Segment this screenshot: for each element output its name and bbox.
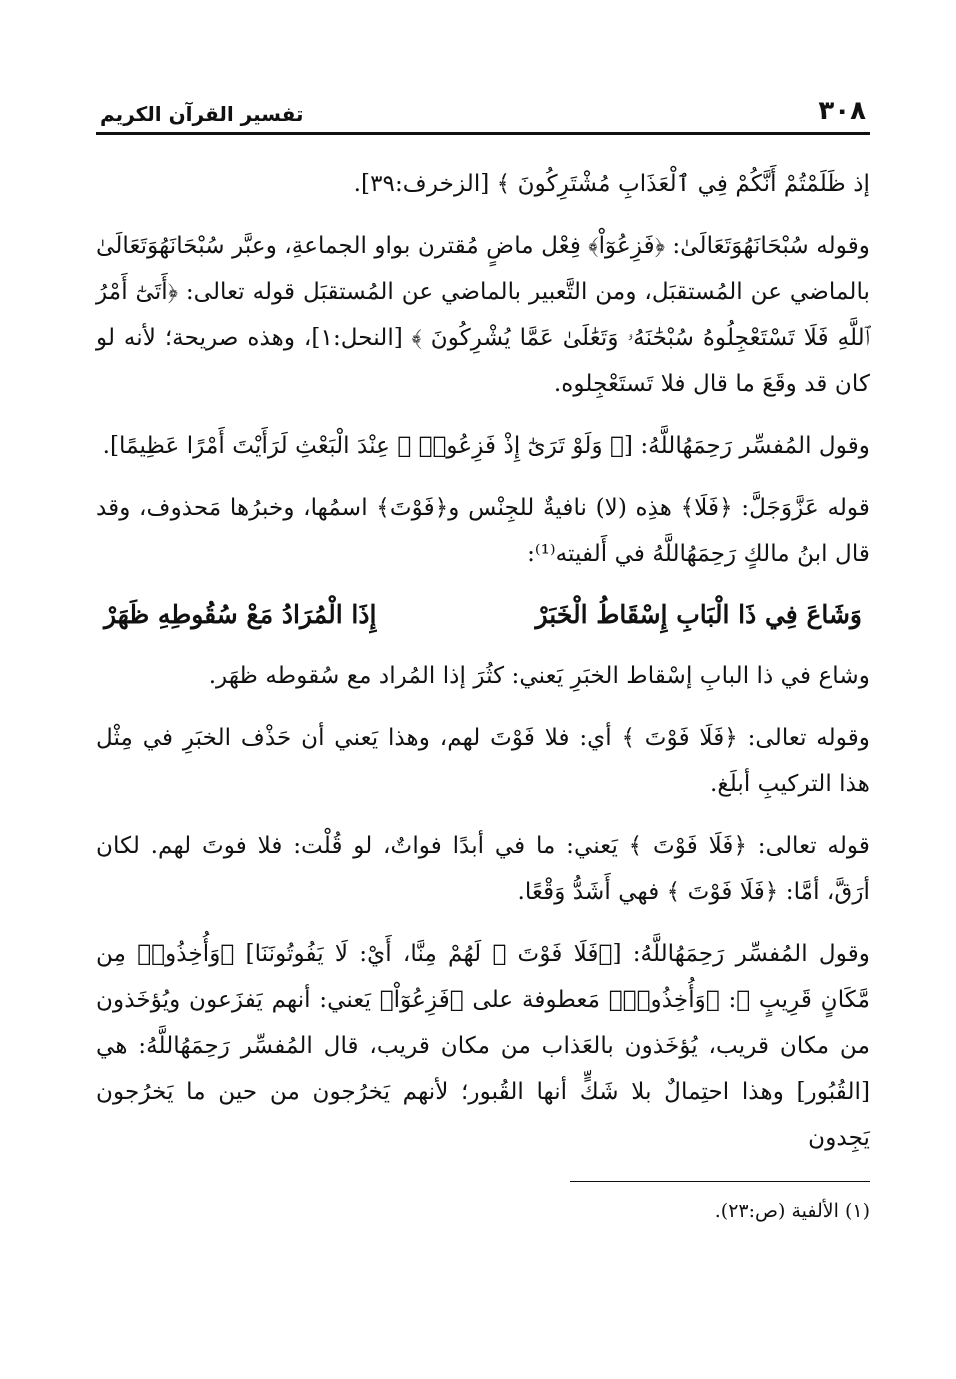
paragraph: وشاع في ذا البابِ إسْقاط الخبَرِ يَعني: كثُرَ إذا المُراد مع سُقوطه ظهَر.	[208, 662, 870, 689]
poetry-verse	[96, 593, 870, 637]
verse-first-hemistich: وَشَاعَ فِي ذَا الْبَابِ إِسْقَاطُ الْخَبَرْ	[535, 600, 862, 629]
page-body	[96, 161, 870, 1226]
page	[96, 88, 870, 1226]
footnote-separator	[570, 1181, 870, 1182]
book-title: تفسير القرآن الكريم	[100, 102, 304, 126]
verse-second-hemistich: إِذَا الْمُرَادُ مَعْ سُقُوطِهِ ظَهَرْ	[104, 600, 377, 629]
footnote: (١) الألفية (ص:٢٣).	[714, 1200, 870, 1222]
paragraph: وقول المُفسِّر رَحِمَهُاللَّهُ: [﴿فَلَا فَوْتَ ﴾ لَهُمْ مِنَّا، أَيْ: لَا يَفُوتُونَنَا] ﴿وَأُخِذُوا۟ مِن مَّكَانٍ قَرِيبٍ ﴾: ﴿وَأُخِذُوا۟﴾ مَعطوفة على ﴿فَزِعُوٓاْ﴾ يَعني: أنهم يَفزَعون ويُؤخَذون من مكان قريب، يُؤخَذون بالعَذاب من مكان قريب، قال المُفسِّر رَحِمَهُاللَّهُ: هي [القُبُور] وهذا احتِمالٌ بلا شَكٍّ أنها القُبور؛ لأنهم يَخرُجون من حين ما يَخرُجون يَجِدون	[96, 940, 870, 1151]
paragraph: إذ ظَلَمْتُمْ أَنَّكُمْ فِي ٱلْعَذَابِ مُشْتَرِكُونَ ﴾ [الزخرف:٣٩].	[353, 170, 870, 197]
paragraph: قوله تعالى: ﴿فَلَا فَوْتَ ﴾ يَعني: ما في أبدًا فواتٌ، لو قُلْت: فلا فوتَ لهم. لكان أرَقَّ، أمَّا: ﴿فَلَا فَوْتَ ﴾ فهي أَشَدُّ وَقْعًا.	[96, 832, 870, 905]
paragraph: وقوله تعالى: ﴿فَلَا فَوْتَ ﴾ أي: فلا فَوْتَ لهم، وهذا يَعني أن حَذْف الخبَرِ في مِثْل هذا التركيبِ أبلَغ.	[96, 724, 870, 797]
paragraph: وقول المُفسِّر رَحِمَهُاللَّهُ: [﴿ وَلَوْ تَرَىٰٓ إِذْ فَزِعُوا۟ ﴾ عِنْدَ الْبَعْثِ لَرَأَيْتَ أَمْرًا عَظِيمًا].	[102, 432, 870, 459]
paragraph: وقوله سُبْحَانَهُوَتَعَالَىٰ: ﴿فَزِعُوٓاْ﴾ فِعْل ماضٍ مُقترن بواو الجماعةِ، وعبَّر سُبْحَانَهُوَتَعَالَىٰ بالماضي عن المُستقبَل، ومن التَّعبير بالماضي عن المُستقبَل قوله تعالى: ﴿أَتَىٰٓ أَمْرُ ٱللَّهِ فَلَا تَسْتَعْجِلُوهُ سُبْحَٰنَهُۥ وَتَعَٰلَىٰ عَمَّا يُشْرِكُونَ ﴾ [النحل:١]، وهذه صريحة؛ لأنه لو كان قد وقَعَ ما قال فلا تَستَعْجِلوه.	[96, 232, 870, 397]
page-number: ٣٠٨	[818, 96, 866, 126]
paragraph: قوله عَزَّوَجَلَّ: ﴿فَلَا﴾ هذِه (لا) نافيةٌ للجِنْس و﴿فَوْتَ﴾ اسمُها، وخبرُها مَحذوف، وقد قال ابنُ مالكٍ رَحِمَهُاللَّهُ في أَلفيته⁽¹⁾:	[96, 494, 870, 567]
page-header	[96, 88, 870, 135]
